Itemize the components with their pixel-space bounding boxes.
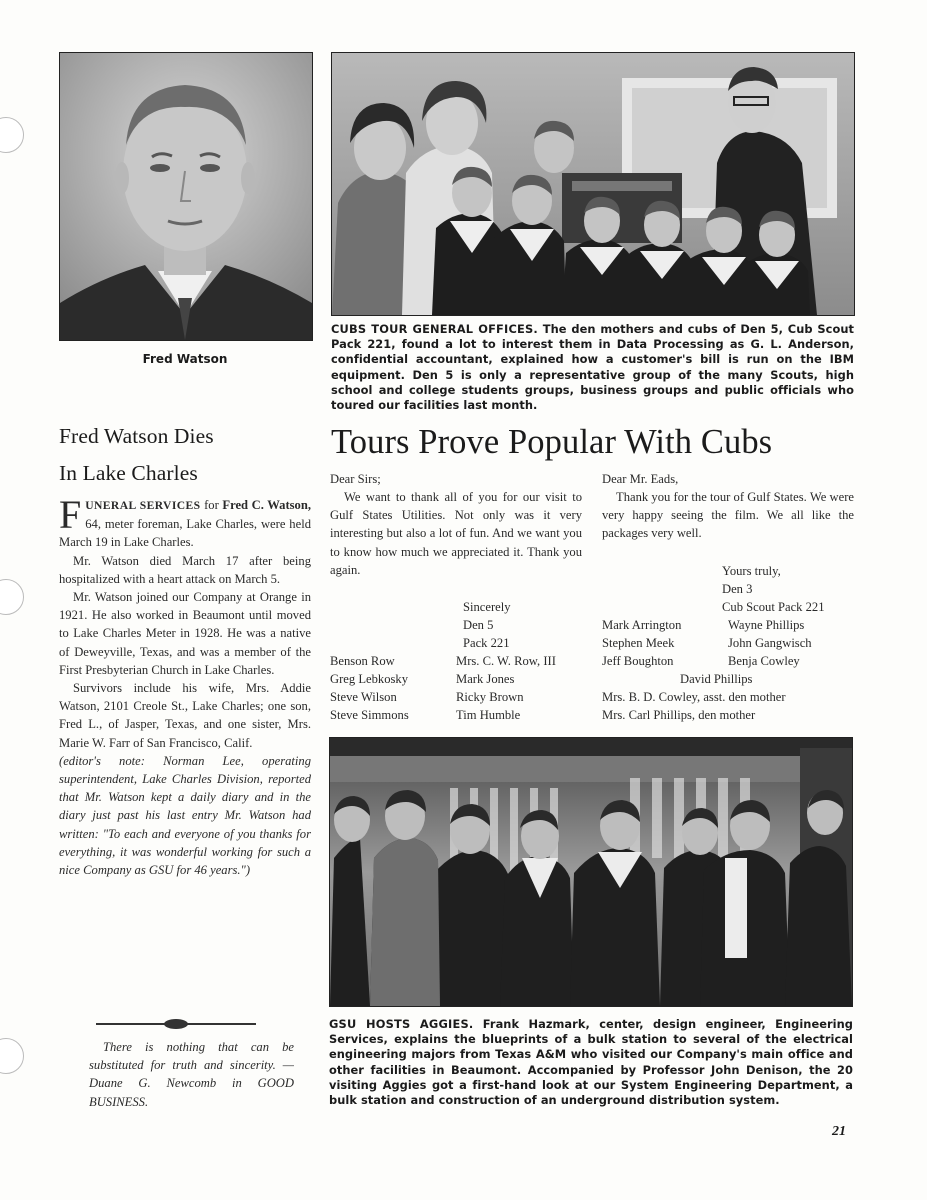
letter-two-signer: Benja Cowley	[728, 654, 800, 668]
obituary-paragraph-3: Mr. Watson joined our Company at Orange in 1921. He also worked in Beaumont until moved to Lake Charles Meter in 1928. He was a native of Deweyville, Texas, and was a member of the First Presbyterian Church in Lake Charles.	[59, 590, 311, 677]
aggies-caption-heading: GSU HOSTS AGGIES.	[329, 1017, 474, 1031]
letter-two-den-mother: Mrs. B. D. Cowley, asst. den mother	[602, 690, 786, 704]
cubs-caption-heading: CUBS TOUR GENERAL OFFICES.	[331, 322, 538, 336]
cubs-tour-photo	[331, 52, 855, 316]
obituary-paragraph-2: Mr. Watson died March 17 after being hospitalized with a heart attack on March 5.	[59, 553, 311, 586]
letter-two-closing-2: Den 3	[722, 582, 753, 596]
obituary-headline-line2: In Lake Charles	[59, 461, 198, 485]
letter-one-signer: Benson Row	[330, 654, 395, 668]
letter-two-signer: Mark Arrington	[602, 618, 682, 632]
fred-watson-portrait-photo	[59, 52, 313, 341]
p1-part-b: 64, meter foreman, Lake Charles, were held March 19 in Lake Charles.	[59, 517, 311, 550]
obituary-body	[59, 492, 311, 879]
letter-one-closing-3: Pack 221	[463, 636, 510, 650]
page-number: 21	[832, 1124, 846, 1139]
drop-cap: F	[59, 492, 82, 537]
ornament-center	[164, 1019, 188, 1029]
letter-one-closing-1: Sincerely	[463, 600, 511, 614]
letter-two-signer-center: David Phillips	[680, 672, 753, 686]
letter-two-signer: Wayne Phillips	[728, 618, 805, 632]
aggies-photo	[329, 737, 853, 1007]
obituary-paragraph-4: Survivors include his wife, Mrs. Addie Watson, 2101 Creole St., Lake Charles; one son, Fred L., of Jasper, Texas, and one sister, Mrs. Marie W. Farr of San Francisco, Calif.	[59, 681, 311, 750]
cubs-caption-text: The den mothers and cubs of Den 5, Cub Scout Pack 221, found a lot to interest them in Data Processing as G. L. Anderson, confidential accountant, explained how a customer's bill is run on the IBM equipment. Den 5 is only a representative group of the many Scouts, high school and college students groups, business groups and public officials who toured our facilities last month.	[331, 322, 854, 413]
portrait-caption: Fred Watson	[142, 352, 228, 366]
letter-two-signer: Jeff Boughton	[602, 654, 674, 668]
letter-two-salutation: Dear Mr. Eads,	[602, 472, 679, 486]
aggies-caption-text: Frank Hazmark, center, design engineer, Engineering Services, explains the blueprints of a bulk station to several of the electrical engineering majors from Texas A&M who visited our Company's main office and other facilities in Beaumont. Accompanied by Professor John Denison, the 20 visiting Aggies got a first-hand look at our System Engineering Department, a bulk station and construction of an underground distribution system.	[329, 1017, 853, 1108]
aggies-photo-caption	[329, 1017, 853, 1108]
punch-hole-bottom	[0, 1038, 24, 1074]
quote-block: There is nothing that can be substituted for truth and sincerity. —Duane G. Newcomb in GOOD BUSINESS.	[89, 1040, 294, 1109]
letter-two-closing-1: Yours truly,	[722, 564, 781, 578]
obituary-paragraph-1	[59, 492, 311, 552]
letter-one-closing-2: Den 5	[463, 618, 494, 632]
letter-one-signer: Steve Wilson	[330, 690, 397, 704]
editor-note: (editor's note: Norman Lee, operating superintendent, Lake Charles Division, reported that Mr. Watson kept a daily diary and in the diary just past his last entry Mr. Watson had written: "To each and everyone of you thanks for everything, it was wonderful working for such a nice Company as GSU for 46 years.")	[59, 753, 311, 878]
letter-two-signer: John Gangwisch	[728, 636, 812, 650]
letter-one-body: We want to thank all of you for our visit to Gulf States Utilities. Not only was it very interesting but also a lot of fun. And we want you to know how much we appreciated it. Thank you again.	[330, 490, 582, 577]
letter-one-signer: Mark Jones	[456, 672, 515, 686]
letter-one-signer: Mrs. C. W. Row, III	[456, 654, 556, 668]
cubs-photo-caption	[331, 322, 854, 413]
p1-part-a: for	[200, 498, 223, 512]
letter-one-signer: Ricky Brown	[456, 690, 524, 704]
p1-name: Fred C. Watson,	[222, 498, 311, 512]
tours-headline: Tours Prove Popular With Cubs	[331, 423, 773, 461]
letter-two-closing-3: Cub Scout Pack 221	[722, 600, 825, 614]
obituary-headline-line1: Fred Watson Dies	[59, 424, 214, 448]
letter-one-salutation: Dear Sirs;	[330, 472, 381, 486]
letter-two-den-mother: Mrs. Carl Phillips, den mother	[602, 708, 756, 722]
punch-hole-middle	[0, 579, 24, 615]
lead-in-caps: UNERAL SERVICES	[85, 499, 201, 512]
punch-hole-top	[0, 117, 24, 153]
letter-one-signer: Greg Lebkosky	[330, 672, 408, 686]
letter-two-body: Thank you for the tour of Gulf States. We were very happy seeing the film. We all like the packages very well.	[602, 490, 854, 541]
letter-two-signer: Stephen Meek	[602, 636, 675, 650]
letter-one-signer: Tim Humble	[456, 708, 521, 722]
letter-one-signer: Steve Simmons	[330, 708, 409, 722]
obituary-headline	[59, 418, 214, 492]
